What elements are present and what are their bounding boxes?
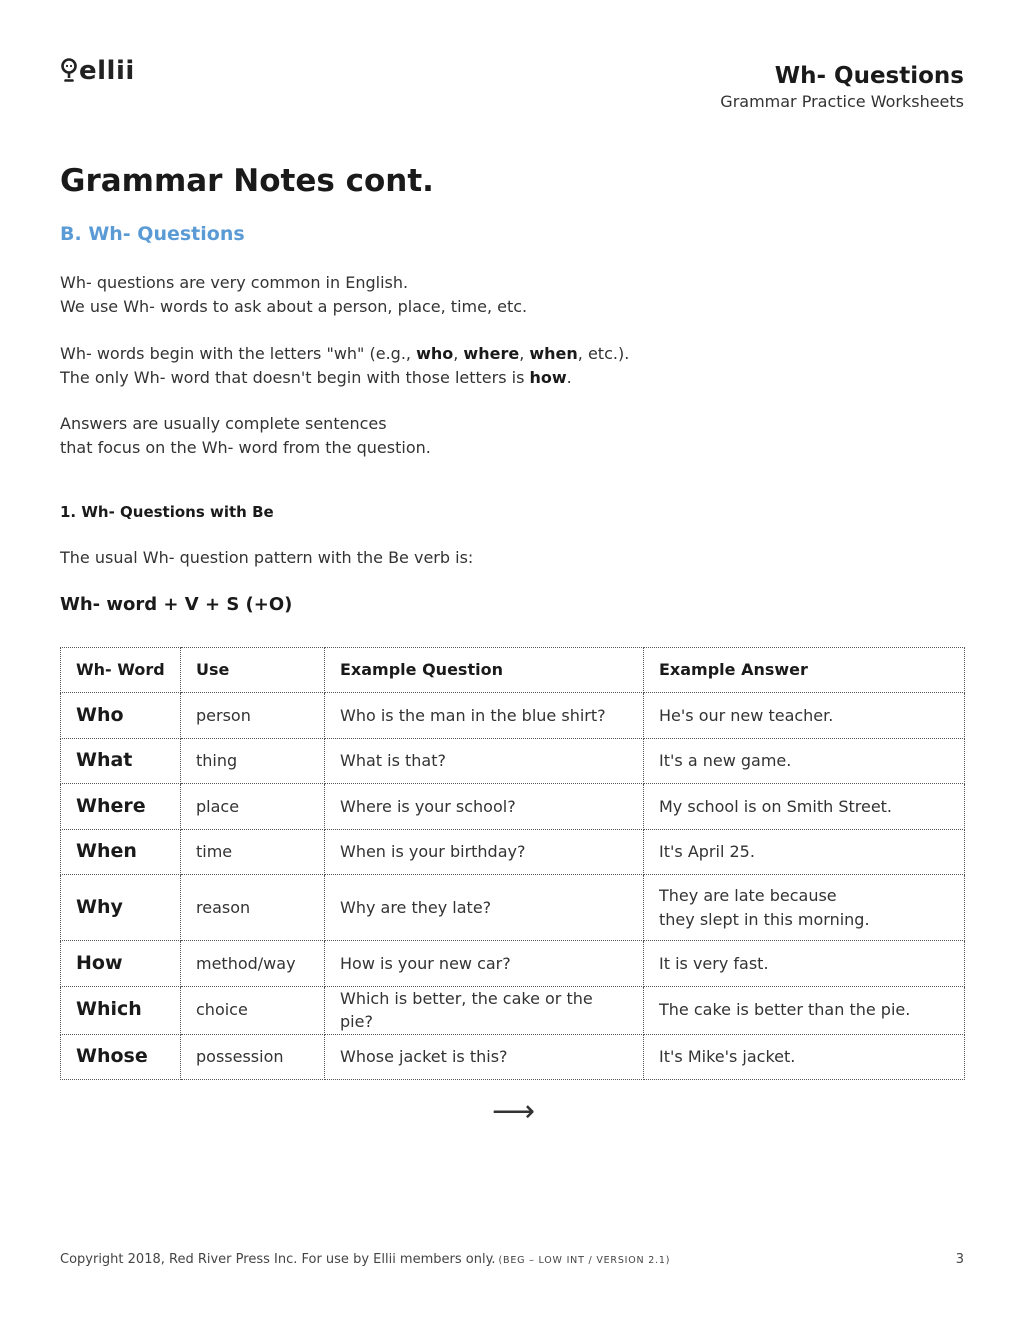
page-number: 3 <box>955 1252 964 1267</box>
wh-word-cell: How <box>61 941 181 987</box>
intro-line-2: We use Wh- words to ask about a person, place, time, etc. <box>60 296 528 316</box>
wh-words-text-end: , etc.). <box>577 344 630 363</box>
table-row <box>61 986 965 1034</box>
wh-word-cell: Which <box>61 986 181 1034</box>
keyword-where: where <box>463 344 520 363</box>
wh-word-cell: Whose <box>61 1034 181 1080</box>
use-cell: possession <box>181 1034 325 1080</box>
header-example-answer: Example Answer <box>644 648 965 693</box>
separator: , <box>453 344 464 363</box>
logo-text: ellii <box>79 56 135 86</box>
answer-cell <box>644 875 965 941</box>
question-cell: Whose jacket is this? <box>325 1034 644 1080</box>
answers-line-2: that focus on the Wh- word from the question. <box>60 437 431 457</box>
table-row <box>61 784 965 830</box>
answer-line-2: they slept in this morning. <box>659 909 870 929</box>
answer-cell: It's a new game. <box>644 738 965 784</box>
next-page-arrow-icon: ⟶ <box>492 1094 536 1129</box>
answer-line-1: They are late because <box>659 886 837 905</box>
table-row <box>61 1034 965 1080</box>
question-cell: When is your birthday? <box>325 829 644 875</box>
wh-questions-table <box>60 647 965 1080</box>
level-version-text: (BEG – LOW INT / VERSION 2.1) <box>498 1255 671 1266</box>
use-cell: reason <box>181 875 325 941</box>
intro-line-1: Wh- questions are very common in English. <box>60 273 409 292</box>
pattern-intro: The usual Wh- question pattern with the Be verb is: <box>60 548 474 567</box>
wh-word-cell: What <box>61 738 181 784</box>
wh-words-paragraph <box>60 342 629 389</box>
use-cell: time <box>181 829 325 875</box>
answers-line-1: Answers are usually complete sentences <box>60 414 387 433</box>
subsection-heading: 1. Wh- Questions with Be <box>60 503 274 521</box>
use-cell: place <box>181 784 325 830</box>
keyword-when: when <box>529 344 578 363</box>
use-cell: choice <box>181 986 325 1034</box>
use-cell: thing <box>181 738 325 784</box>
worksheet-subtitle: Grammar Practice Worksheets <box>720 92 964 111</box>
section-heading: B. Wh- Questions <box>60 223 245 245</box>
use-cell: method/way <box>181 941 325 987</box>
separator: , <box>519 344 530 363</box>
lightbulb-icon <box>60 58 78 84</box>
worksheet-header <box>720 62 964 111</box>
table-row <box>61 693 965 739</box>
question-cell: Where is your school? <box>325 784 644 830</box>
answer-cell: My school is on Smith Street. <box>644 784 965 830</box>
table-row <box>61 941 965 987</box>
answer-cell: It's Mike's jacket. <box>644 1034 965 1080</box>
how-exception-text: The only Wh- word that doesn't begin with those letters is <box>60 367 530 387</box>
wh-word-cell: Why <box>61 875 181 941</box>
wh-words-text: Wh- words begin with the letters "wh" (e.g., <box>60 344 417 363</box>
pattern-formula: Wh- word + V + S (+O) <box>60 594 293 615</box>
answer-cell: It is very fast. <box>644 941 965 987</box>
period: . <box>566 367 572 387</box>
wh-word-cell: Where <box>61 784 181 830</box>
use-cell: person <box>181 693 325 739</box>
keyword-how: how <box>529 367 567 387</box>
footer-copyright <box>60 1252 670 1267</box>
table-row <box>61 875 965 941</box>
copyright-text: Copyright 2018, Red River Press Inc. For use by Ellii members only. <box>60 1252 496 1267</box>
header-example-question: Example Question <box>325 648 644 693</box>
table-row <box>61 829 965 875</box>
table-row <box>61 738 965 784</box>
answer-cell: It's April 25. <box>644 829 965 875</box>
header-wh-word: Wh- Word <box>61 648 181 693</box>
question-cell: Who is the man in the blue shirt? <box>325 693 644 739</box>
table-header-row <box>61 648 965 693</box>
ellii-logo <box>60 58 135 84</box>
question-cell: How is your new car? <box>325 941 644 987</box>
answers-paragraph <box>60 412 431 459</box>
worksheet-title: Wh- Questions <box>774 63 964 89</box>
keyword-who: who <box>416 344 454 363</box>
question-cell: Which is better, the cake or the pie? <box>325 986 644 1034</box>
question-cell: Why are they late? <box>325 875 644 941</box>
answer-cell: He's our new teacher. <box>644 693 965 739</box>
header-use: Use <box>181 648 325 693</box>
question-cell: What is that? <box>325 738 644 784</box>
answer-cell: The cake is better than the pie. <box>644 986 965 1034</box>
intro-paragraph <box>60 271 527 318</box>
page-title: Grammar Notes cont. <box>60 163 434 199</box>
wh-word-cell: Who <box>61 693 181 739</box>
wh-word-cell: When <box>61 829 181 875</box>
